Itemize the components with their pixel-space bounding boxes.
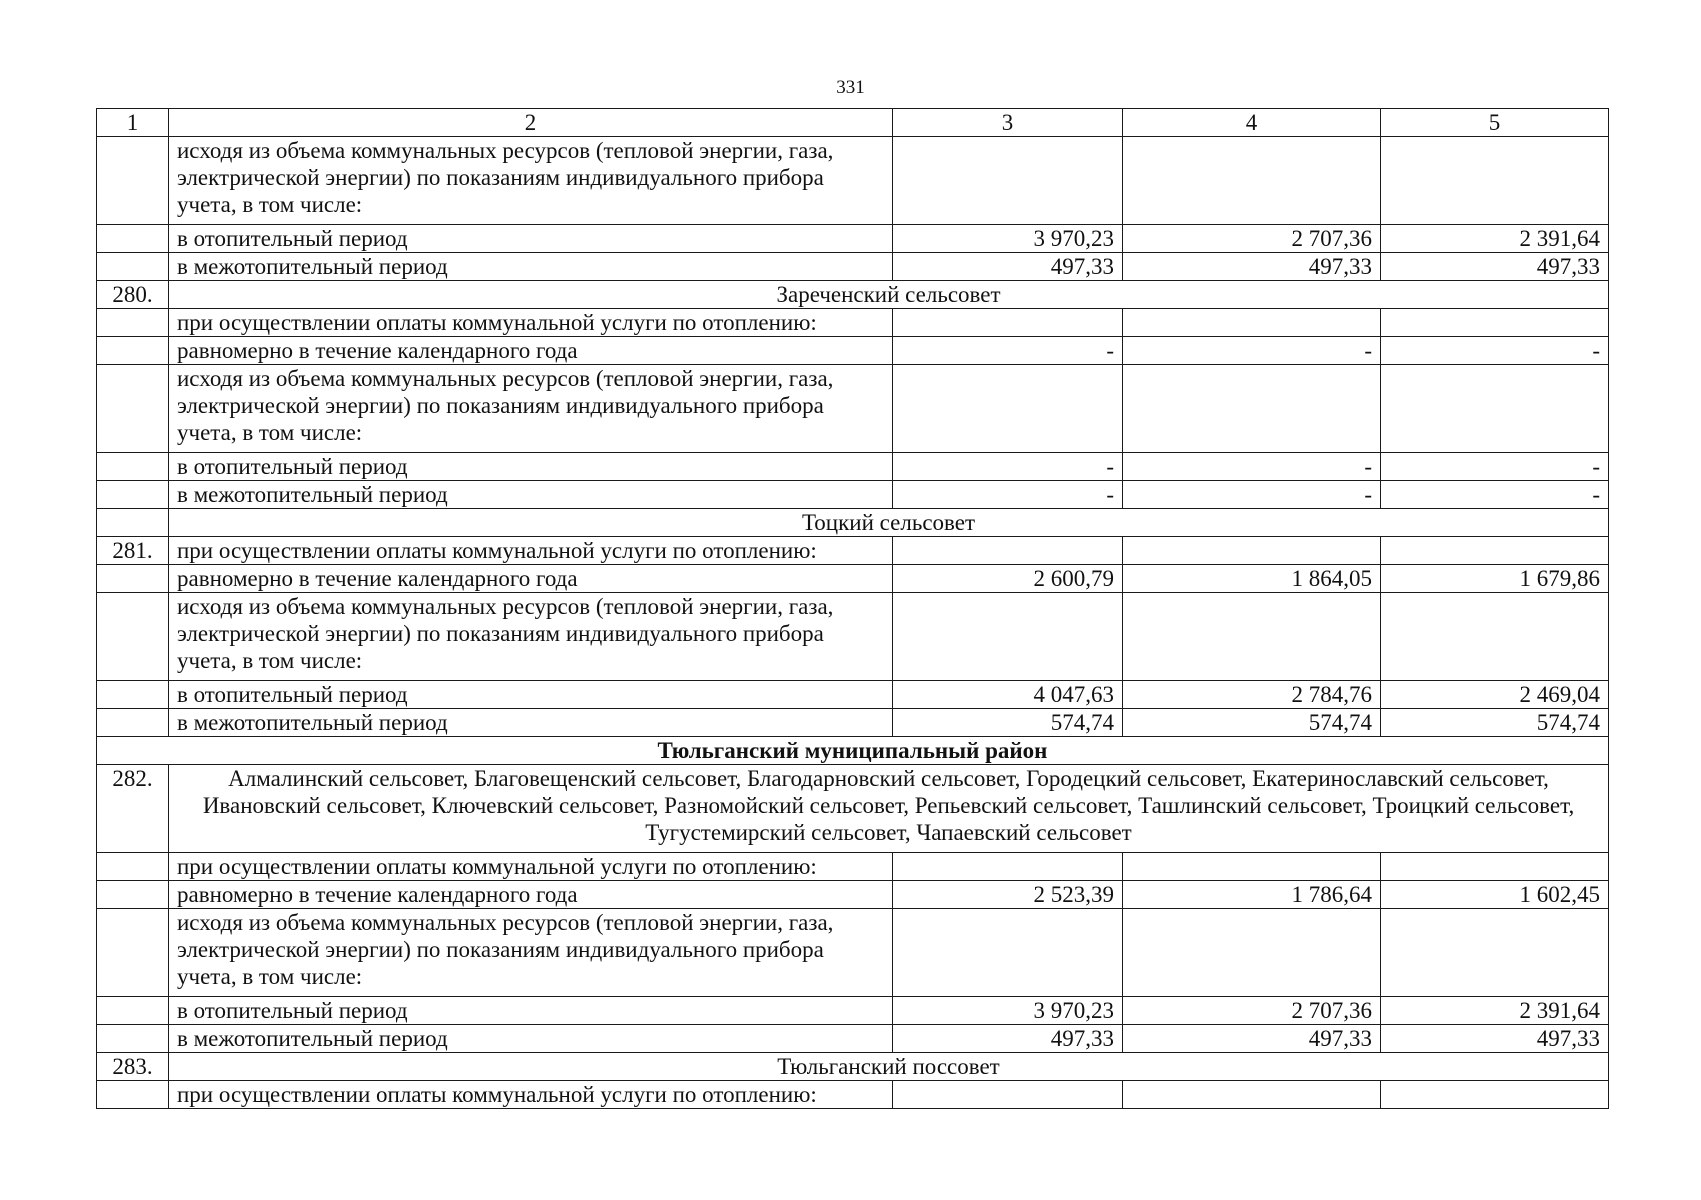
table-row <box>97 481 1609 509</box>
value-cell-col3: - <box>893 481 1123 509</box>
table-row <box>97 765 1609 853</box>
value-cell-col5 <box>1381 853 1609 881</box>
value-cell-col5 <box>1381 593 1609 681</box>
value-cell-col5 <box>1381 1081 1609 1109</box>
value-cell-col3: 4 047,63 <box>893 681 1123 709</box>
value-cell-col3 <box>893 309 1123 337</box>
table-row <box>97 309 1609 337</box>
table-row <box>97 1081 1609 1109</box>
value-cell-col4: - <box>1123 481 1381 509</box>
row-number-cell <box>97 853 169 881</box>
value-cell-col3 <box>893 1081 1123 1109</box>
row-number-cell <box>97 365 169 453</box>
section-title-cell: Тюльганский поссовет <box>169 1053 1609 1081</box>
row-number-cell <box>97 681 169 709</box>
table-row <box>97 1025 1609 1053</box>
value-cell-col4 <box>1123 137 1381 225</box>
value-cell-col5 <box>1381 537 1609 565</box>
header-row <box>97 109 1609 137</box>
value-cell-col3: 497,33 <box>893 253 1123 281</box>
table-row <box>97 337 1609 365</box>
row-description-cell: в отопительный период <box>169 453 893 481</box>
header-cell-4: 4 <box>1123 109 1381 137</box>
value-cell-col5: - <box>1381 337 1609 365</box>
table-row <box>97 137 1609 225</box>
value-cell-col4: 2 784,76 <box>1123 681 1381 709</box>
value-cell-col3 <box>893 593 1123 681</box>
value-cell-col5: 497,33 <box>1381 1025 1609 1053</box>
value-cell-col3: 3 970,23 <box>893 997 1123 1025</box>
row-number-cell <box>97 137 169 225</box>
value-cell-col4: 1 864,05 <box>1123 565 1381 593</box>
table-row <box>97 593 1609 681</box>
row-number-cell <box>97 909 169 997</box>
row-description-cell: при осуществлении оплаты коммунальной услуги по отоплению: <box>169 1081 893 1109</box>
value-cell-col5: 574,74 <box>1381 709 1609 737</box>
table-row <box>97 1053 1609 1081</box>
value-cell-col3: 2 600,79 <box>893 565 1123 593</box>
value-cell-col5: 2 391,64 <box>1381 225 1609 253</box>
value-cell-col4 <box>1123 1081 1381 1109</box>
value-cell-col3 <box>893 853 1123 881</box>
row-description-cell: в межотопительный период <box>169 709 893 737</box>
row-number-cell <box>97 709 169 737</box>
section-title-cell: Тоцкий сельсовет <box>169 509 1609 537</box>
value-cell-col3: 3 970,23 <box>893 225 1123 253</box>
value-cell-col5: 1 602,45 <box>1381 881 1609 909</box>
row-description-cell: в межотопительный период <box>169 1025 893 1053</box>
value-cell-col4: - <box>1123 453 1381 481</box>
row-description-cell: в межотопительный период <box>169 253 893 281</box>
table-row <box>97 881 1609 909</box>
row-number-cell <box>97 1025 169 1053</box>
value-cell-col4: 1 786,64 <box>1123 881 1381 909</box>
value-cell-col4 <box>1123 909 1381 997</box>
row-number-cell <box>97 997 169 1025</box>
value-cell-col5: 497,33 <box>1381 253 1609 281</box>
row-number-cell <box>97 509 169 537</box>
value-cell-col4: - <box>1123 337 1381 365</box>
row-description-cell: исходя из объема коммунальных ресурсов (тепловой энергии, газа, электрической энергии) по показаниям индивидуального прибора учета, в том числе: <box>169 365 893 453</box>
table-row <box>97 253 1609 281</box>
row-description-cell: в межотопительный период <box>169 481 893 509</box>
table-row <box>97 737 1609 765</box>
row-number-cell <box>97 337 169 365</box>
row-number-cell: 281. <box>97 537 169 565</box>
value-cell-col5 <box>1381 137 1609 225</box>
value-cell-col3: 2 523,39 <box>893 881 1123 909</box>
value-cell-col4 <box>1123 309 1381 337</box>
row-description-cell: при осуществлении оплаты коммунальной услуги по отоплению: <box>169 309 893 337</box>
value-cell-col5: 2 391,64 <box>1381 997 1609 1025</box>
value-cell-col4: 574,74 <box>1123 709 1381 737</box>
tariff-table <box>96 108 1609 1109</box>
table-row <box>97 709 1609 737</box>
table-row <box>97 565 1609 593</box>
value-cell-col5 <box>1381 909 1609 997</box>
value-cell-col4: 497,33 <box>1123 253 1381 281</box>
value-cell-col5 <box>1381 309 1609 337</box>
district-title-cell: Тюльганский муниципальный район <box>97 737 1609 765</box>
row-number-cell: 283. <box>97 1053 169 1081</box>
table-row <box>97 537 1609 565</box>
table-row <box>97 281 1609 309</box>
table-row <box>97 509 1609 537</box>
row-number-cell <box>97 253 169 281</box>
row-description-cell: равномерно в течение календарного года <box>169 881 893 909</box>
table-row <box>97 225 1609 253</box>
row-description-cell: равномерно в течение календарного года <box>169 565 893 593</box>
value-cell-col3 <box>893 365 1123 453</box>
table-row <box>97 853 1609 881</box>
header-cell-5: 5 <box>1381 109 1609 137</box>
value-cell-col4: 2 707,36 <box>1123 225 1381 253</box>
value-cell-col4 <box>1123 537 1381 565</box>
row-number-cell <box>97 1081 169 1109</box>
table-row <box>97 365 1609 453</box>
value-cell-col4 <box>1123 853 1381 881</box>
value-cell-col3: 497,33 <box>893 1025 1123 1053</box>
value-cell-col4: 497,33 <box>1123 1025 1381 1053</box>
header-cell-2: 2 <box>169 109 893 137</box>
row-description-cell: при осуществлении оплаты коммунальной услуги по отоплению: <box>169 537 893 565</box>
row-description-cell: исходя из объема коммунальных ресурсов (тепловой энергии, газа, электрической энергии) по показаниям индивидуального прибора учета, в том числе: <box>169 593 893 681</box>
value-cell-col5: - <box>1381 453 1609 481</box>
value-cell-col4 <box>1123 365 1381 453</box>
table-body <box>97 109 1609 1109</box>
row-number-cell <box>97 225 169 253</box>
row-number-cell: 280. <box>97 281 169 309</box>
row-number-cell <box>97 565 169 593</box>
row-number-cell <box>97 881 169 909</box>
page-number: 331 <box>836 77 865 98</box>
value-cell-col5 <box>1381 365 1609 453</box>
row-description-cell: исходя из объема коммунальных ресурсов (тепловой энергии, газа, электрической энергии) по показаниям индивидуального прибора учета, в том числе: <box>169 137 893 225</box>
value-cell-col4 <box>1123 593 1381 681</box>
row-description-cell: исходя из объема коммунальных ресурсов (тепловой энергии, газа, электрической энергии) по показаниям индивидуального прибора учета, в том числе: <box>169 909 893 997</box>
value-cell-col3: - <box>893 337 1123 365</box>
value-cell-col5: - <box>1381 481 1609 509</box>
section-title-cell: Алмалинский сельсовет, Благовещенский сельсовет, Благодарновский сельсовет, Городецкий сельсовет, Екатеринославский сельсовет, Ивановский сельсовет, Ключевский сельсовет, Разномойский сельсовет, Репьевский сельсовет, Ташлинский сельсовет, Троицкий сельсовет, Тугустемирский сельсовет, Чапаевский сельсовет <box>169 765 1609 853</box>
table-row <box>97 681 1609 709</box>
value-cell-col5: 2 469,04 <box>1381 681 1609 709</box>
value-cell-col3: - <box>893 453 1123 481</box>
header-cell-3: 3 <box>893 109 1123 137</box>
row-number-cell <box>97 593 169 681</box>
value-cell-col5: 1 679,86 <box>1381 565 1609 593</box>
value-cell-col3: 574,74 <box>893 709 1123 737</box>
row-description-cell: в отопительный период <box>169 681 893 709</box>
table-row <box>97 997 1609 1025</box>
value-cell-col4: 2 707,36 <box>1123 997 1381 1025</box>
row-number-cell: 282. <box>97 765 169 853</box>
table-row <box>97 453 1609 481</box>
section-title-cell: Зареченский сельсовет <box>169 281 1609 309</box>
value-cell-col3 <box>893 909 1123 997</box>
header-cell-1: 1 <box>97 109 169 137</box>
row-description-cell: при осуществлении оплаты коммунальной услуги по отоплению: <box>169 853 893 881</box>
row-number-cell <box>97 481 169 509</box>
table-row <box>97 909 1609 997</box>
row-number-cell <box>97 309 169 337</box>
row-description-cell: в отопительный период <box>169 225 893 253</box>
row-description-cell: равномерно в течение календарного года <box>169 337 893 365</box>
value-cell-col3 <box>893 537 1123 565</box>
row-description-cell: в отопительный период <box>169 997 893 1025</box>
value-cell-col3 <box>893 137 1123 225</box>
row-number-cell <box>97 453 169 481</box>
